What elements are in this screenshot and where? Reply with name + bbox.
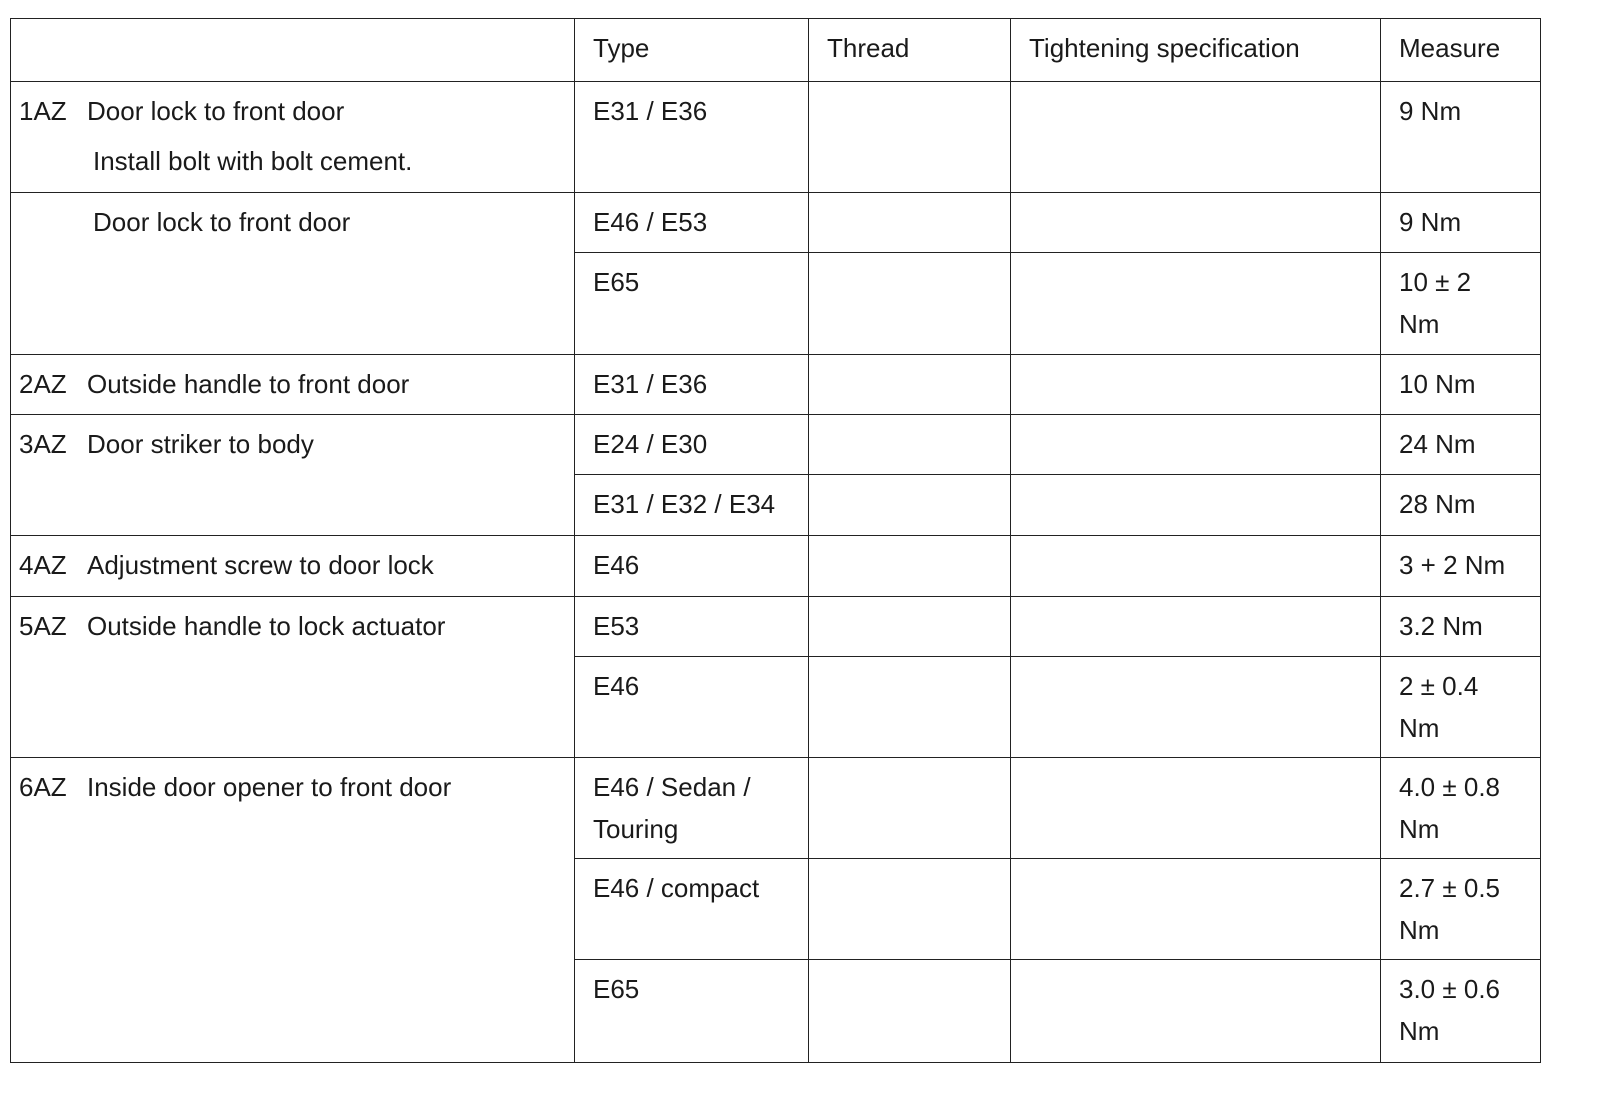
tightening-cell: [1011, 859, 1381, 960]
item-description: Outside handle to lock actuator: [87, 611, 446, 641]
tightening-cell: [1011, 657, 1381, 758]
type-cell: E31 / E32 / E34: [575, 475, 809, 536]
measure-unit: Nm: [1399, 309, 1440, 339]
description-cell: [11, 355, 575, 415]
thread-cell: [809, 657, 1011, 758]
measure-unit: Nm: [1399, 915, 1440, 945]
measure-cell: 28 Nm: [1381, 475, 1541, 536]
header-description: [11, 19, 575, 82]
table-row: [11, 597, 1541, 657]
type-cell: E46 / E53: [575, 193, 809, 253]
item-code: 5AZ: [19, 611, 67, 641]
tightening-cell: [1011, 536, 1381, 597]
tightening-cell: [1011, 758, 1381, 859]
measure-cell: 3.2 Nm: [1381, 597, 1541, 657]
type-cell: E31 / E36: [575, 355, 809, 415]
measure-cell: [1381, 253, 1541, 355]
type-cell: E46: [575, 657, 809, 758]
thread-cell: [809, 415, 1011, 475]
item-description: Door striker to body: [87, 429, 314, 459]
header-type: Type: [575, 19, 809, 82]
measure-value: 4.0 ± 0.8: [1399, 772, 1501, 802]
measure-value: 2.7 ± 0.5: [1399, 873, 1501, 903]
measure-value: 10 ± 2: [1399, 267, 1472, 297]
item-code: 6AZ: [19, 772, 67, 802]
tightening-cell: [1011, 253, 1381, 355]
measure-cell: [1381, 758, 1541, 859]
item-description: Door lock to front door: [87, 96, 345, 126]
measure-cell: 3 + 2 Nm: [1381, 536, 1541, 597]
type-cell: E53: [575, 597, 809, 657]
type-value: E46 / Sedan /: [593, 772, 751, 802]
item-code: 4AZ: [19, 550, 67, 580]
tightening-cell: [1011, 193, 1381, 253]
type-cell: E65: [575, 960, 809, 1063]
header-row: [11, 19, 1541, 82]
item-code: 3AZ: [19, 429, 67, 459]
type-value-continued: Touring: [593, 814, 679, 844]
description-cell: [11, 536, 575, 597]
measure-cell: [1381, 960, 1541, 1063]
table-row: [11, 193, 1541, 253]
thread-cell: [809, 758, 1011, 859]
type-cell: E46: [575, 536, 809, 597]
item-note: Install bolt with bolt cement.: [93, 146, 413, 176]
thread-cell: [809, 960, 1011, 1063]
measure-value: 3.0 ± 0.6: [1399, 974, 1501, 1004]
thread-cell: [809, 859, 1011, 960]
measure-cell: 10 Nm: [1381, 355, 1541, 415]
measure-cell: [1381, 859, 1541, 960]
thread-cell: [809, 253, 1011, 355]
table-row: [11, 82, 1541, 193]
measure-value: 2 ± 0.4: [1399, 671, 1479, 701]
description-cell: [11, 193, 575, 355]
thread-cell: [809, 355, 1011, 415]
item-description: Door lock to front door: [93, 207, 351, 237]
item-code: 1AZ: [19, 96, 67, 126]
thread-cell: [809, 82, 1011, 193]
measure-cell: 9 Nm: [1381, 193, 1541, 253]
item-description: Inside door opener to front door: [87, 772, 452, 802]
measure-unit: Nm: [1399, 814, 1440, 844]
table-row: [11, 536, 1541, 597]
tightening-cell: [1011, 415, 1381, 475]
type-cell: E65: [575, 253, 809, 355]
type-cell: [575, 758, 809, 859]
tightening-cell: [1011, 82, 1381, 193]
table-row: [11, 758, 1541, 859]
tightening-cell: [1011, 355, 1381, 415]
thread-cell: [809, 536, 1011, 597]
description-cell: [11, 415, 575, 536]
tightening-cell: [1011, 960, 1381, 1063]
type-cell: E46 / compact: [575, 859, 809, 960]
thread-cell: [809, 597, 1011, 657]
header-tightening: Tightening specification: [1011, 19, 1381, 82]
torque-spec-table: [10, 18, 1541, 1063]
table-row: [11, 355, 1541, 415]
measure-cell: 24 Nm: [1381, 415, 1541, 475]
tightening-cell: [1011, 475, 1381, 536]
item-description: Adjustment screw to door lock: [87, 550, 434, 580]
measure-cell: 9 Nm: [1381, 82, 1541, 193]
thread-cell: [809, 475, 1011, 536]
measure-unit: Nm: [1399, 713, 1440, 743]
item-description: Outside handle to front door: [87, 369, 410, 399]
item-code: 2AZ: [19, 369, 67, 399]
tightening-cell: [1011, 597, 1381, 657]
header-thread: Thread: [809, 19, 1011, 82]
description-cell: [11, 597, 575, 758]
measure-unit: Nm: [1399, 1016, 1440, 1046]
header-measure: Measure: [1381, 19, 1541, 82]
thread-cell: [809, 193, 1011, 253]
type-cell: E31 / E36: [575, 82, 809, 193]
table-row: [11, 415, 1541, 475]
measure-cell: [1381, 657, 1541, 758]
description-cell: [11, 82, 575, 193]
description-cell: [11, 758, 575, 1063]
type-cell: E24 / E30: [575, 415, 809, 475]
